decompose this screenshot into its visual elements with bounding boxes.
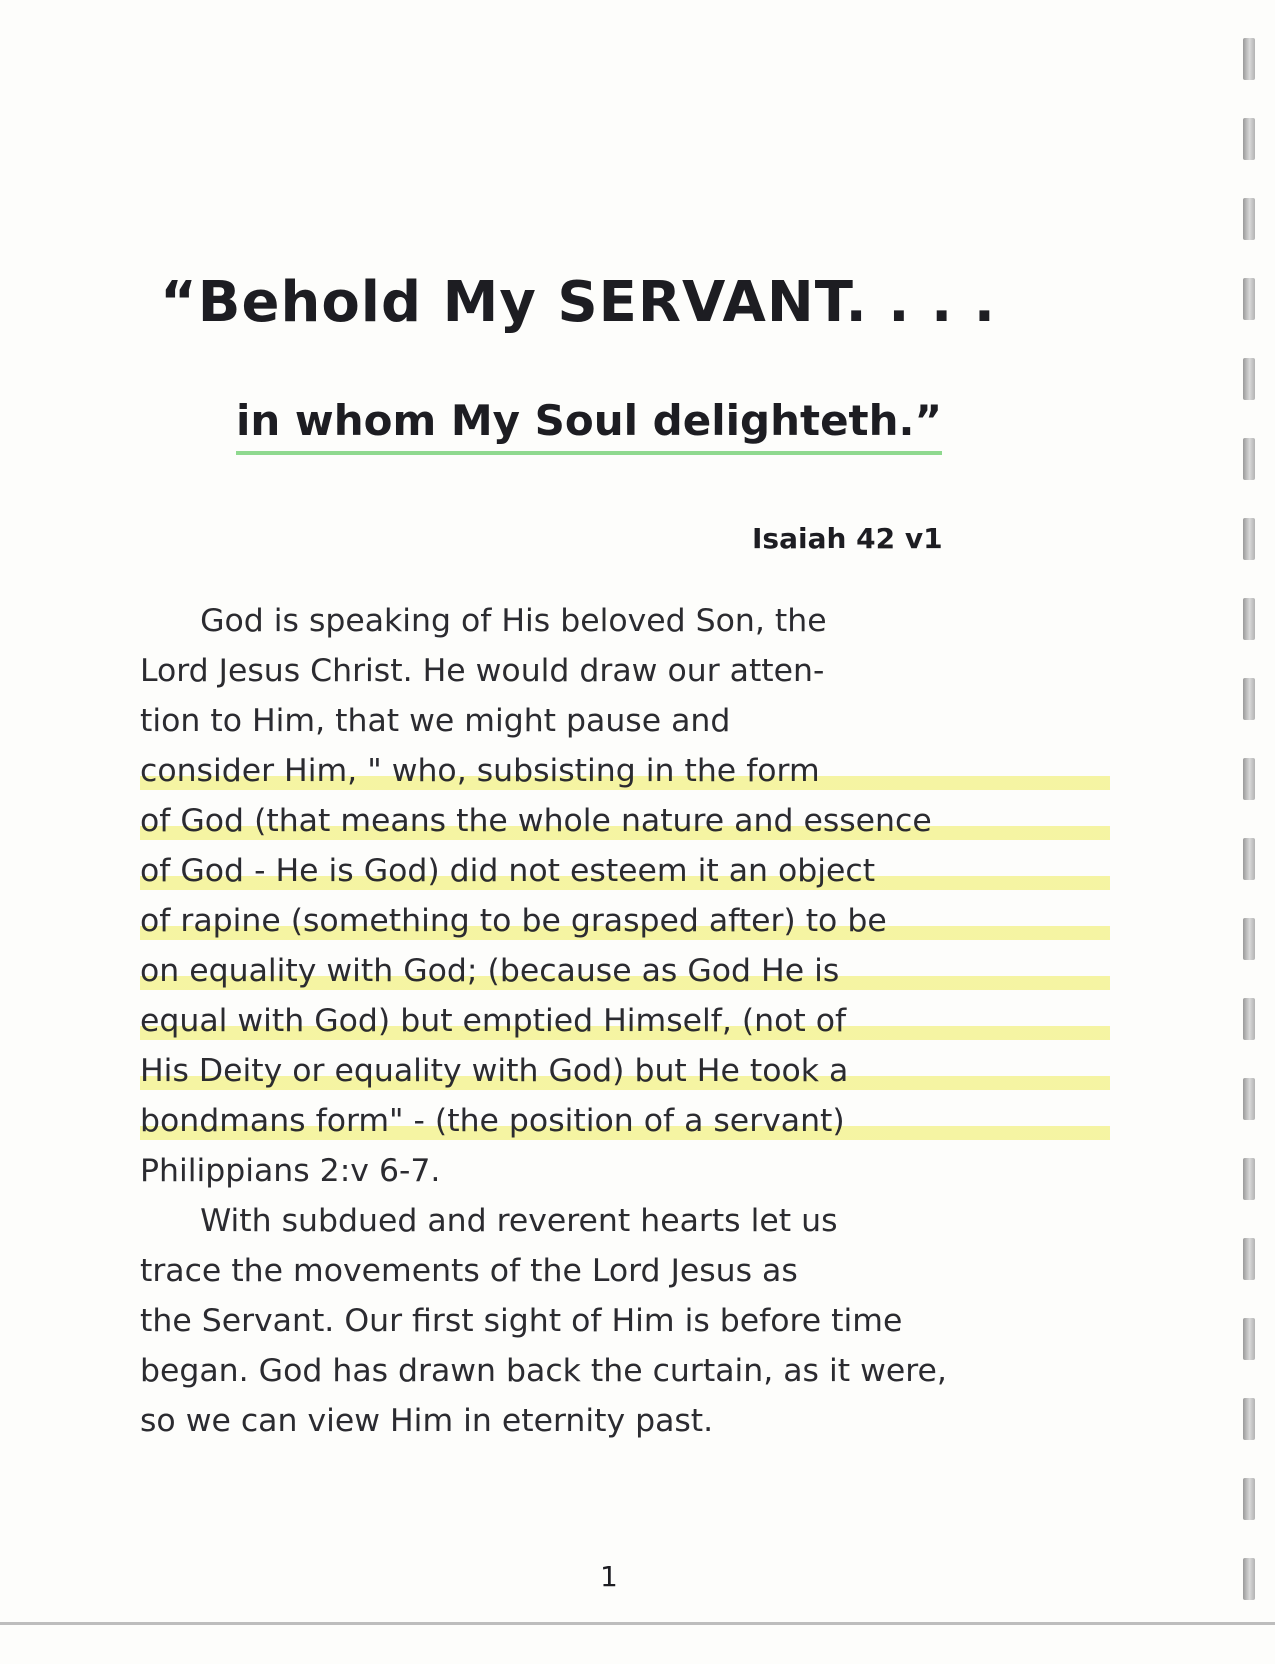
- text-line-highlighted: consider Him, " who, subsisting in the form: [140, 746, 1110, 796]
- page-number: 1: [600, 1560, 618, 1593]
- text-line: began. God has drawn back the curtain, as it were,: [140, 1353, 947, 1389]
- handwritten-body: [140, 596, 1110, 1446]
- paragraph-1: [140, 596, 1110, 1196]
- text-line-highlighted: of rapine (something to be grasped after) to be: [140, 896, 1110, 946]
- paragraph-2: [140, 1196, 1110, 1446]
- text-line: God is speaking of His beloved Son, the: [140, 603, 827, 639]
- text-line-highlighted: of God - He is God) did not esteem it an object: [140, 846, 1110, 896]
- text-line-highlighted: of God (that means the whole nature and essence: [140, 796, 1110, 846]
- text-line: With subdued and reverent hearts let us: [140, 1203, 838, 1239]
- text-line-highlighted: on equality with God; (because as God He is: [140, 946, 1110, 996]
- scripture-reference: Isaiah 42 v1: [752, 522, 943, 555]
- text-line: trace the movements of the Lord Jesus as: [140, 1253, 798, 1289]
- page-title: “Behold My SERVANT. . . .: [160, 270, 997, 335]
- text-line-highlighted: equal with God) but emptied Himself, (not of: [140, 996, 1110, 1046]
- text-line: the Servant. Our first sight of Him is before time: [140, 1303, 903, 1339]
- page-bottom-edge: [0, 1622, 1275, 1625]
- text-line: Philippians 2:v 6-7.: [140, 1153, 441, 1189]
- page-subtitle: in whom My Soul delighteth.”: [236, 396, 942, 455]
- text-line: tion to Him, that we might pause and: [140, 703, 731, 739]
- text-line: Lord Jesus Christ. He would draw our atten-: [140, 653, 825, 689]
- text-line-highlighted: bondmans form" - (the position of a servant): [140, 1096, 1110, 1146]
- text-line: so we can view Him in eternity past.: [140, 1403, 714, 1439]
- spiral-binding: [1243, 0, 1259, 1620]
- text-line-highlighted: His Deity or equality with God) but He took a: [140, 1046, 1110, 1096]
